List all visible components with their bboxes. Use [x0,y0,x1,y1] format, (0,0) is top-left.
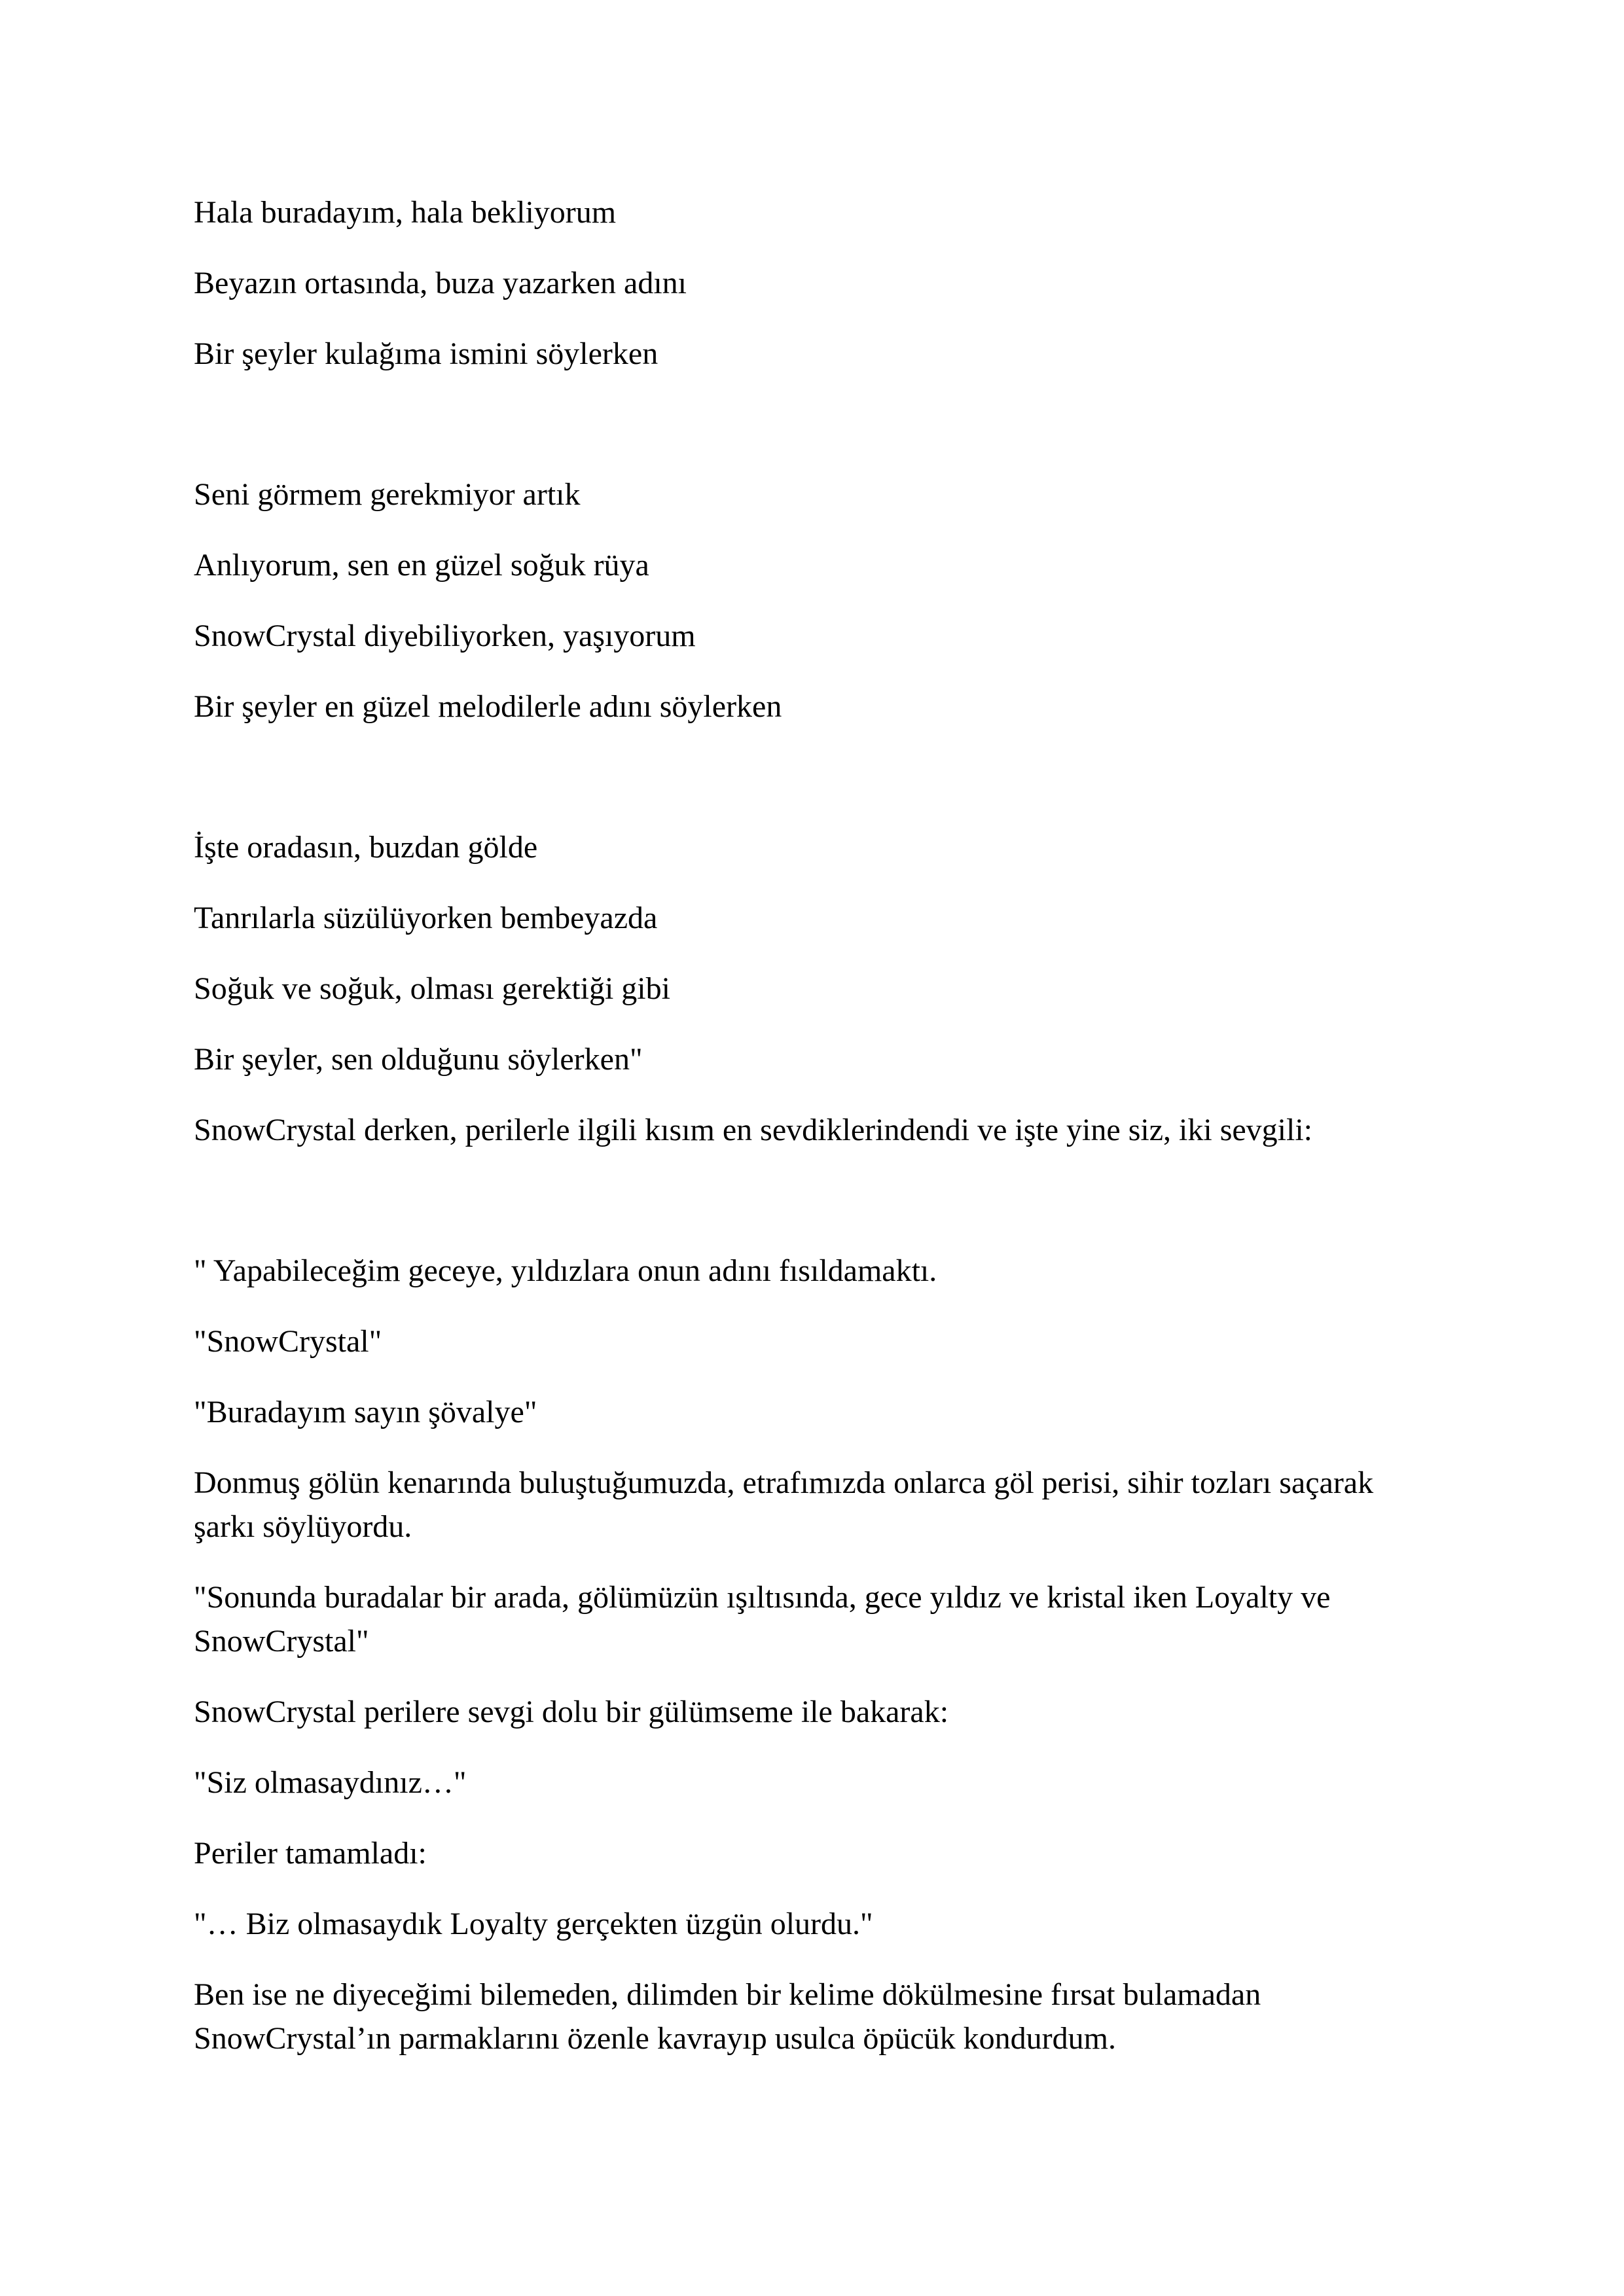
paragraph: Bir şeyler en güzel melodilerle adını söylerken [194,689,782,724]
paragraph: "Siz olmasaydınız…" [194,1765,467,1800]
paragraph: Periler tamamladı: [194,1836,427,1871]
paragraph: "Sonunda buradalar bir arada, gölümüzün ışıltısında, gece yıldız ve kristal iken Loyalty ve SnowCrystal" [194,1580,1331,1659]
paragraph: Bir şeyler kulağıma ismini söylerken [194,336,659,371]
paragraph: Soğuk ve soğuk, olması gerektiği gibi [194,971,670,1006]
paragraph: Bir şeyler, sen olduğunu söylerken" [194,1042,643,1077]
text-body [194,190,1437,2087]
paragraph: "Buradayım sayın şövalye" [194,1395,537,1429]
paragraph: Tanrılarla süzülüyorken bembeyazda [194,901,658,935]
paragraph: Donmuş gölün kenarında buluştuğumuzda, etrafımızda onlarca göl perisi, sihir tozları saçarak şarkı söylüyordu. [194,1465,1374,1544]
paragraph: İşte oradasın, buzdan gölde [194,830,538,865]
paragraph: Hala buradayım, hala bekliyorum [194,195,617,230]
paragraph: SnowCrystal perilere sevgi dolu bir gülümseme ile bakarak: [194,1695,949,1729]
paragraph: Ben ise ne diyeceğimi bilemeden, dilimden bir kelime dökülmesine fırsat bulamadan SnowCrystal’ın parmaklarını özenle kavrayıp usulca öpücük kondurdum. [194,1977,1261,2056]
paragraph: "SnowCrystal" [194,1324,382,1359]
paragraph: Anlıyorum, sen en güzel soğuk rüya [194,548,649,583]
paragraph: SnowCrystal derken, perilerle ilgili kısım en sevdiklerindendi ve işte yine siz, iki sevgili: [194,1113,1313,1147]
paragraph: Seni görmem gerekmiyor artık [194,477,581,512]
paragraph: " Yapabileceğim geceye, yıldızlara onun adını fısıldamaktı. [194,1253,937,1288]
paragraph: Beyazın ortasında, buza yazarken adını [194,266,687,300]
paragraph: "… Biz olmasaydık Loyalty gerçekten üzgün olurdu." [194,1907,873,1941]
paragraph: SnowCrystal diyebiliyorken, yaşıyorum [194,619,696,653]
